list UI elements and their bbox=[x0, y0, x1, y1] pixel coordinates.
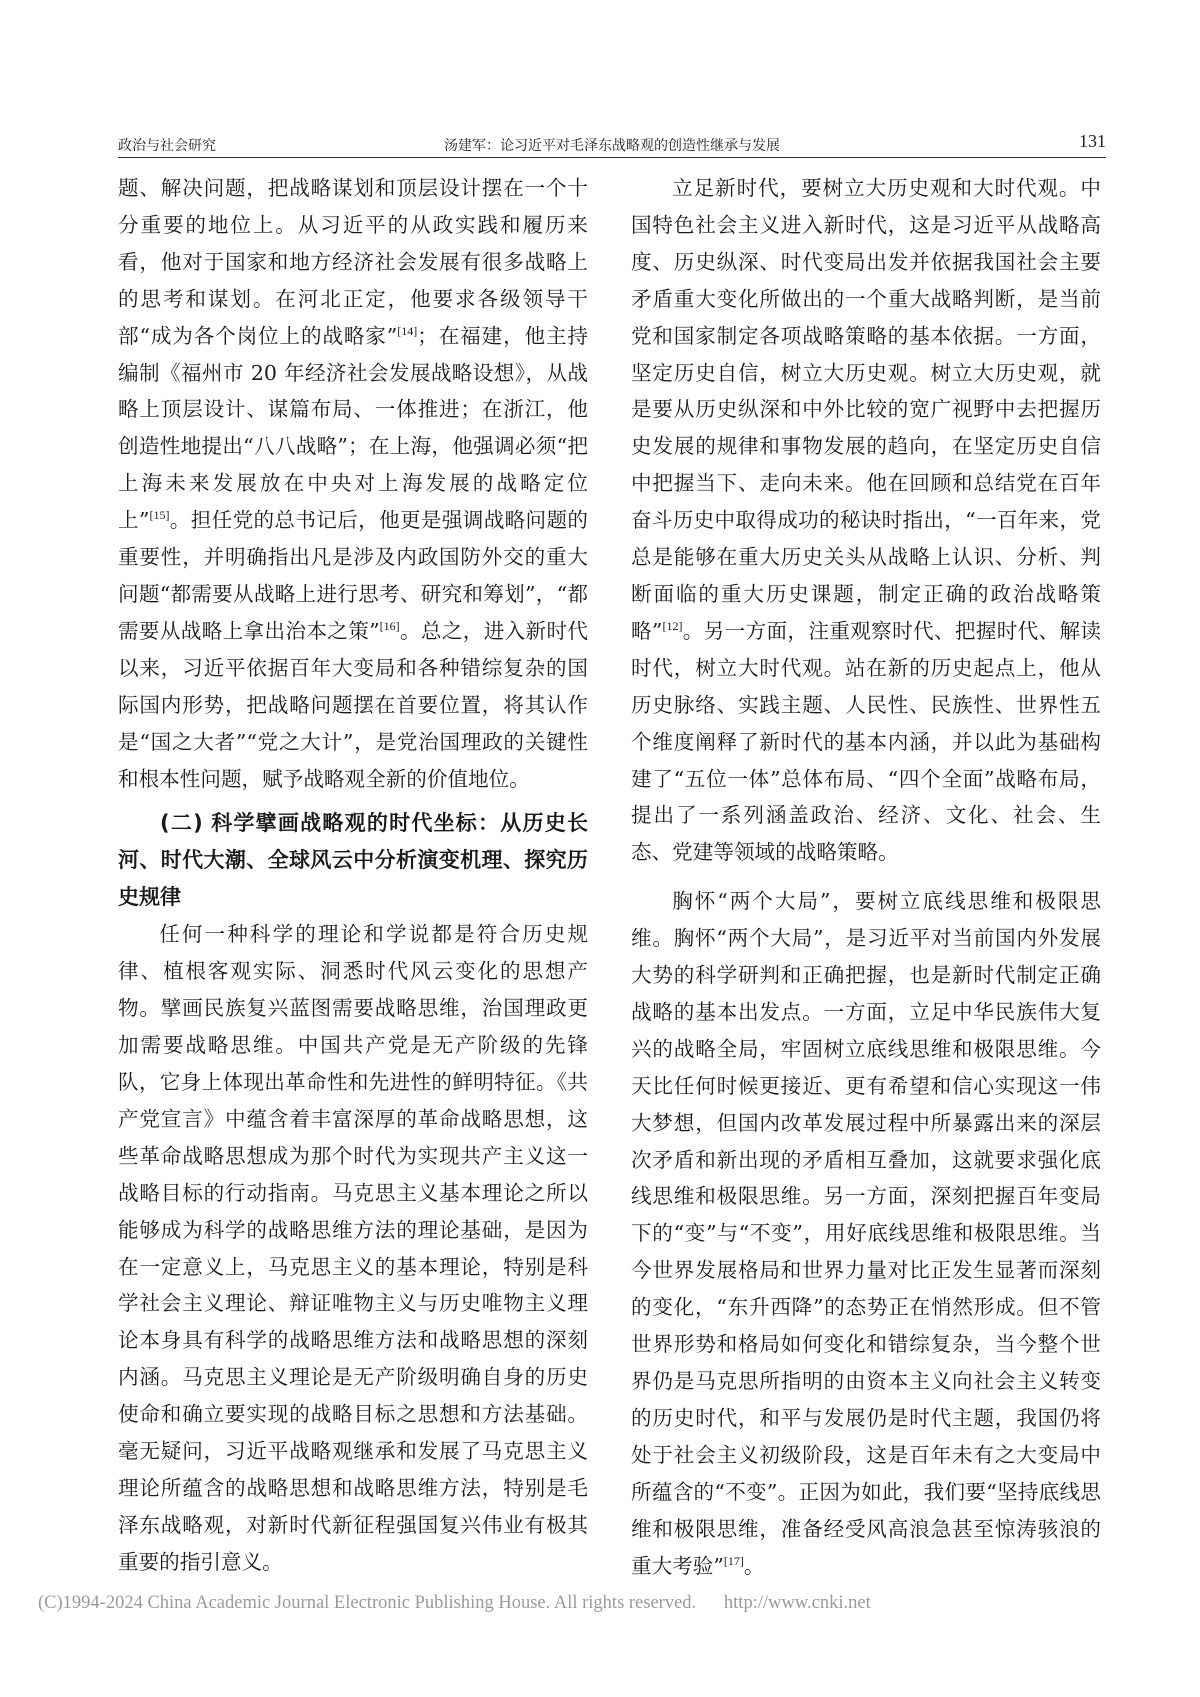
copyright-text: (C)1994-2024 China Academic Journal Electronic Publishing House. All rights reserved. bbox=[38, 1593, 697, 1613]
page-number: 131 bbox=[1079, 131, 1106, 151]
citation-ref: [15] bbox=[149, 508, 170, 523]
left-column bbox=[118, 170, 588, 1581]
citation-ref: [16] bbox=[379, 619, 400, 634]
text-run: 。总之，进入新时代以来，习近平依据百年大变局和各种错综复杂的国际国内形势，把战略问题摆在首要位置，将其认作是“国之大者”“党之大计”，是党治国理政的关键性和根本性问题，赋予战略观全新的价值地位。 bbox=[118, 618, 588, 791]
website-link[interactable]: http://www.cnki.net bbox=[723, 1593, 871, 1613]
citation-ref: [17] bbox=[723, 1553, 744, 1568]
right-column bbox=[631, 170, 1101, 1584]
text-run: 。另一方面，注重观察时代、把握时代、解读时代，树立大时代观。站在新的历史起点上，他从历史脉络、实践主题、人民性、民族性、世界性五个维度阐释了新时代的基本内涵，并以此为基础构建了“五位一体”总体布局、“四个全面”战略布局，提出了一系列涵盖政治、经济、文化、社会、生态、党建等领域的战略策略。 bbox=[631, 618, 1102, 865]
text-run: ；在福建，他主持编制《福州市 20 年经济社会发展战略设想》，从战略上顶层设计、谋篇布局、一体推进；在浙江，他创造性地提出“八八战略”；在上海，他强调必须“把上海未来发展放在中央对上海发展的战略定位上” bbox=[118, 323, 589, 533]
running-header bbox=[118, 131, 1106, 155]
section-heading: (二) 科学擘画战略观的时代坐标：从历史长河、时代大潮、全球风云中分析演变机理、探究历史规律 bbox=[118, 811, 588, 910]
text-run: 。担任党的总书记后，他更是强调战略问题的重要性，并明确指出凡是涉及内政国防外交的重大问题“都需要从战略上进行思考、研究和筹划”，“都需要从战略上拿出治本之策” bbox=[118, 508, 589, 643]
text-run: 胸怀“两个大局”，要树立底线思维和极限思维。胸怀“两个大局”，是习近平对当前国内外发展大势的科学研判和正确把握，也是新时代制定正确战略的基本出发点。一方面，立足中华民族伟大复兴的战略全局，牢固树立底线思维和极限思维。今天比任何时候更接近、更有希望和信心实现这一伟大梦想，但国内改革发展过程中所暴露出来的深层次矛盾和新出现的矛盾相互叠加，这就要求强化底线思维和极限思维。另一方面，深刻把握百年变局下的“变”与“不变”，用好底线思维和极限思维。当今世界发展格局和世界力量对比正发生显著而深刻的变化，“东升西降”的态势正在悄然形成。但不管世界形势和格局如何变化和错综复杂，当今整个世界仍是马克思所指明的由资本主义向社会主义转变的历史时代，和平与发展仍是时代主题，我国仍将处于社会主义初级阶段，这是百年未有之大变局中所蕴含的“不变”。正因为如此，我们要“坚持底线思维和极限思维，准备经受风高浪急甚至惊涛骇浪的重大考验” bbox=[631, 889, 1101, 1578]
text-run: 。 bbox=[743, 1553, 765, 1578]
journal-name: 政治与社会研究 bbox=[118, 138, 216, 154]
paragraph bbox=[631, 883, 1101, 1584]
header-rule bbox=[118, 157, 1106, 158]
paragraph bbox=[631, 170, 1101, 871]
text-run: 立足新时代，要树立大历史观和大时代观。中国特色社会主义进入新时代，这是习近平从战略高度、历史纵深、时代变局出发并依据我国社会主要矛盾重大变化所做出的一个重大战略判断，是当前党和国家制定各项战略策略的基本依据。一方面，坚定历史自信，树立大历史观。树立大历史观，就是要从历史纵深和中外比较的宽广视野中去把握历史发展的规律和事物发展的趋向，在坚定历史自信中把握当下、走向未来。他在回顾和总结党在百年奋斗历史中取得成功的秘诀时指出，“一百年来，党总是能够在重大历史关头从战略上认识、分析、判断面临的重大历史课题，制定正确的政治战略策略” bbox=[631, 176, 1101, 643]
citation-ref: [12] bbox=[662, 619, 683, 634]
paragraph: 任何一种科学的理论和学说都是符合历史规律、植根客观实际、洞悉时代风云变化的思想产物。擘画民族复兴蓝图需要战略思维，治国理政更加需要战略思维。中国共产党是无产阶级的先锋队，它身上体现出革命性和先进性的鲜明特征。《共产党宣言》中蕴含着丰富深厚的革命战略思想，这些革命战略思想成为那个时代为实现共产主义这一战略目标的行动指南。马克思主义基本理论之所以能够成为科学的战略思维方法的理论基础，是因为在一定意义上，马克思主义的基本理论，特别是科学社会主义理论、辩证唯物主义与历史唯物主义理论本身具有科学的战略思维方法和战略思想的深刻内涵。马克思主义理论是无产阶级明确自身的历史使命和确立要实现的战略目标之思想和方法基础。毫无疑问，习近平战略观继承和发展了马克思主义理论所蕴含的战略思想和战略思维方法，特别是毛泽东战略观，对新时代新征程强国复兴伟业有极其重要的指引意义。 bbox=[118, 922, 588, 1574]
text-run: 题、解决问题，把战略谋划和顶层设计摆在一个十分重要的地位上。从习近平的从政实践和履历来看，他对于国家和地方经济社会发展有很多战略上的思考和谋划。在河北正定，他要求各级领导干部“成为各个岗位上的战略家” bbox=[118, 176, 588, 348]
citation-ref: [14] bbox=[397, 323, 418, 338]
copyright-footer bbox=[38, 1593, 1162, 1614]
article-title: 汤建军：论习近平对毛泽东战略观的创造性继承与发展 bbox=[444, 138, 780, 154]
paragraph bbox=[118, 170, 588, 797]
